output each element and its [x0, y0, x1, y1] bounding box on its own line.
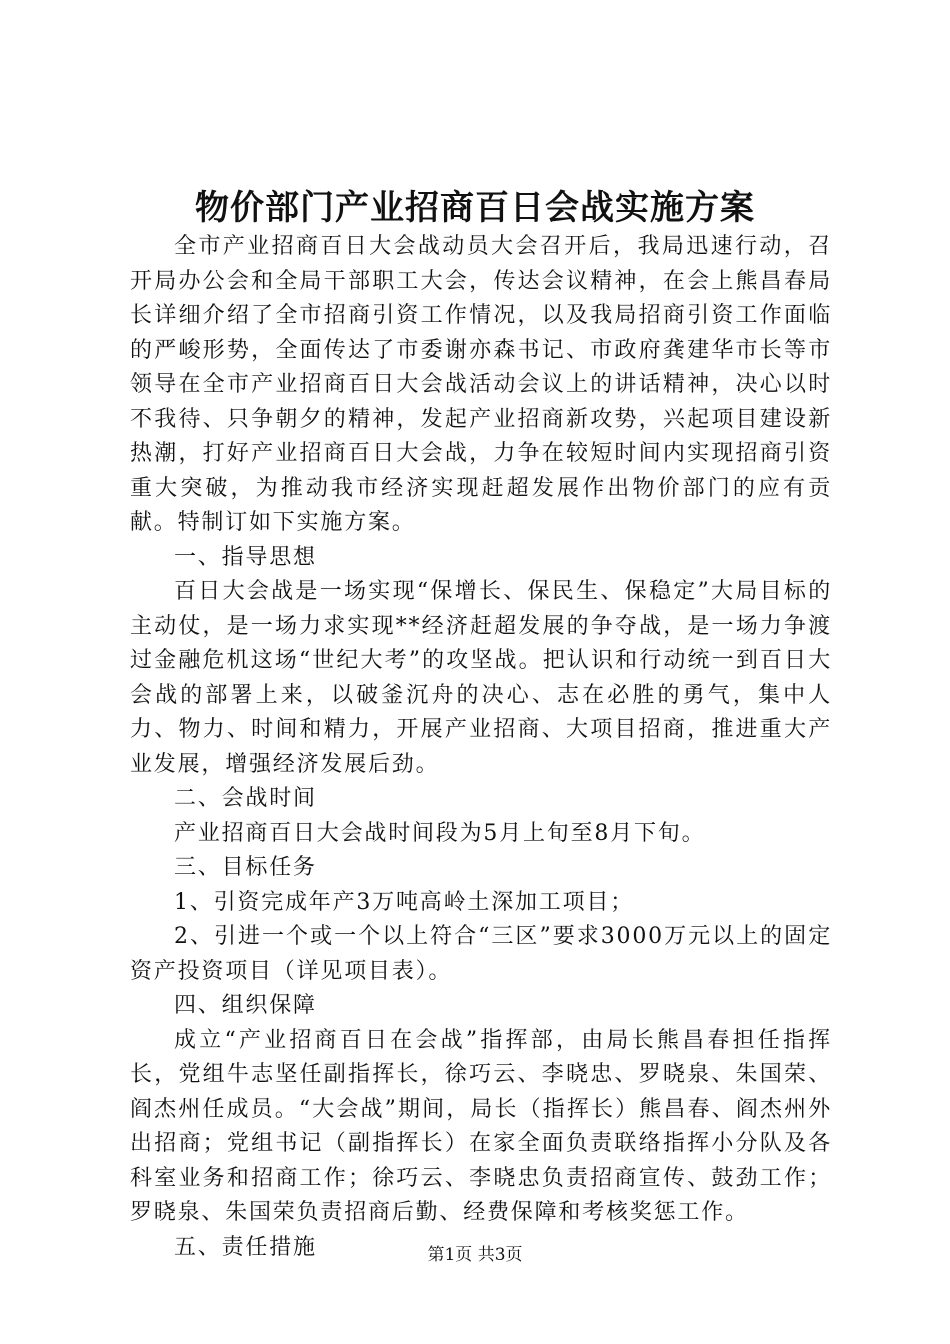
section-heading-guiding-thought: 一、指导思想: [174, 544, 317, 570]
page-footer: 第1页 共3页: [427, 1245, 523, 1265]
section-paragraph-target-task-2: 2、引进一个或一个以上符合“三区”要求3000万元以上的固定资产投资项目（详见项目表）。: [130, 924, 832, 984]
section-paragraph-target-task-1: 1、引资完成年产3万吨高岭土深加工项目；: [174, 889, 634, 915]
section-heading-campaign-time: 二、会战时间: [174, 786, 317, 811]
section-paragraph-campaign-time: 产业招商百日大会战时间段为5月上旬至8月下旬。: [174, 820, 706, 846]
section-paragraph-guiding-thought: 百日大会战是一场实现“保增长、保民生、保稳定”大局目标的主动仗，是一场力求实现**经济赶超发展的争夺战，是一场力争渡过金融危机这场“世纪大考”的攻坚战。把认识和行动统一到百日大会战的部署上来，以破釜沉舟的决心、志在必胜的勇气，集中人力、物力、时间和精力，开展产业招商、大项目招商，推进重大产业发展，增强经济发展后劲。: [130, 579, 832, 777]
section-heading-responsibility: 五、责任措施: [174, 1234, 317, 1260]
intro-paragraph: 全市产业招商百日大会战动员大会召开后，我局迅速行动，召开局办公会和全局干部职工大会，传达会议精神，在会上熊昌春局长详细介绍了全市招商引资工作情况，以及我局招商引资工作面临的严峻形势，全面传达了市委谢亦森书记、市政府龚建华市长等市领导在全市产业招商百日大会战活动会议上的讲话精神，决心以时不我待、只争朝夕的精神，发起产业招商新攻势，兴起项目建设新热潮，打好产业招商百日大会战，力争在较短时间内实现招商引资重大突破，为推动我市经济实现赶超发展作出物价部门的应有贡献。特制订如下实施方案。: [130, 234, 832, 535]
section-paragraph-organization: 成立“产业招商百日在会战”指挥部，由局长熊昌春担任指挥长，党组牛志坚任副指挥长，徐巧云、李晓忠、罗晓泉、朱国荣、阎杰州任成员。“大会战”期间，局长（指挥长）熊昌春、阎杰州外出招商；党组书记（副指挥长）在家全面负责联络指挥小分队及各科室业务和招商工作；徐巧云、李晓忠负责招商宣传、鼓劲工作；罗晓泉、朱国荣负责招商后勤、经费保障和考核奖惩工作。: [130, 1027, 832, 1225]
section-heading-organization: 四、组织保障: [174, 993, 317, 1018]
section-heading-target-tasks: 三、目标任务: [174, 855, 317, 880]
document-title: 物价部门产业招商百日会战实施方案: [195, 188, 755, 228]
document-body: [130, 230, 832, 1265]
